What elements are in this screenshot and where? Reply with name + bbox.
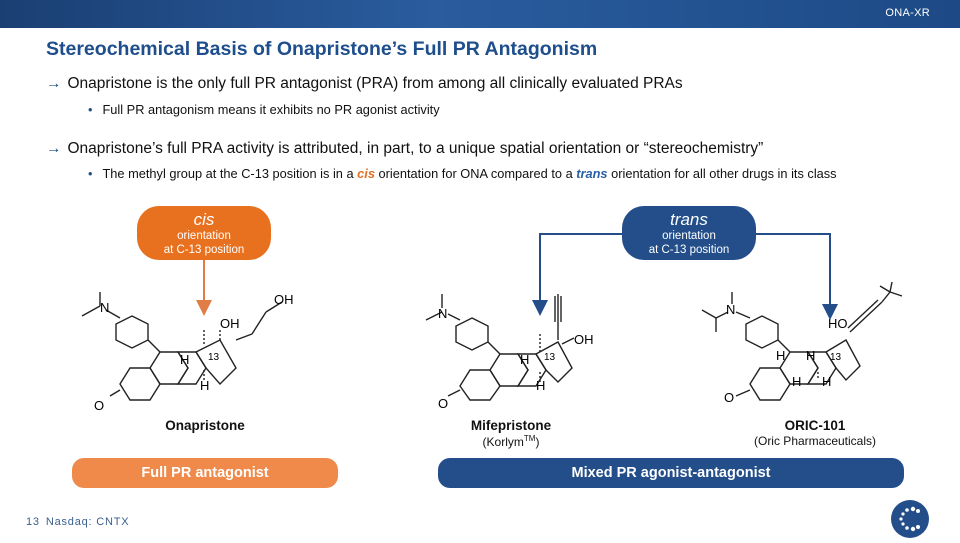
oric101-o: O	[724, 390, 735, 405]
mifepristone-c13: 13	[544, 352, 556, 363]
sub-bullet-2-pre: The methyl group at the C-13 position is in a	[102, 166, 358, 181]
oric101-h3: H	[792, 374, 802, 389]
sub-bullet-2-mid: orientation for ONA compared to a	[374, 166, 577, 181]
logo-dots	[891, 500, 929, 538]
mifepristone-brand-pre: (Korlym	[482, 435, 524, 449]
oric101-ho: HO	[828, 316, 848, 331]
ticker: Nasdaq: CNTX	[45, 516, 130, 528]
oric101-structure	[696, 282, 916, 414]
cis-callout-title: cis	[193, 210, 215, 229]
onapristone-c13: 13	[208, 352, 220, 363]
mixed-agonist-antagonist-pill: Mixed PR agonist-antagonist	[438, 458, 904, 488]
trans-callout-title: trans	[670, 210, 708, 229]
trans-word: trans	[576, 166, 608, 181]
bullet-2-text: Onapristone’s full PRA activity is attributed, in part, to a unique spatial orientation or “stereochemistry”	[67, 140, 764, 157]
cis-callout-line1: orientation	[177, 230, 231, 242]
oric101-n: N	[726, 302, 736, 317]
mifepristone-n: N	[438, 306, 448, 321]
mifepristone-structure	[412, 282, 612, 414]
section-tag: ONA-XR	[885, 7, 930, 19]
trans-callout-line1: orientation	[662, 230, 716, 242]
full-antagonist-pill: Full PR antagonist	[72, 458, 338, 488]
arrow-icon: →	[46, 75, 62, 92]
onapristone-o: O	[94, 398, 105, 413]
onapristone-h1: H	[180, 352, 190, 367]
oric101-name: ORIC-101	[784, 418, 846, 433]
slide-title: Stereochemical Basis of Onapristone’s Full PR Antagonism	[46, 38, 598, 60]
oric101-c13: 13	[830, 352, 842, 363]
mifepristone-name: Mifepristone	[470, 418, 552, 433]
cis-word: cis	[357, 166, 375, 181]
onapristone-oh-top: OH	[274, 292, 294, 307]
oric101-h4: H	[822, 374, 832, 389]
footer	[26, 516, 129, 528]
page-number: 13	[26, 516, 40, 528]
mifepristone-oh: OH	[574, 332, 594, 347]
oric101-company: (Oric Pharmaceuticals)	[753, 434, 877, 448]
oric101-h1: H	[776, 348, 786, 363]
onapristone-n: N	[100, 300, 110, 315]
onapristone-h2: H	[200, 378, 210, 393]
arrow-icon: →	[46, 140, 62, 157]
company-logo-icon	[891, 500, 929, 538]
onapristone-oh: OH	[220, 316, 240, 331]
trademark-superscript: TM	[523, 434, 536, 443]
mifepristone-h1: H	[520, 352, 530, 367]
sub-bullet-2-post: orientation for all other drugs in its class	[607, 166, 837, 181]
oric101-h2: H	[806, 348, 816, 363]
mifepristone-brand-post: )	[535, 435, 540, 449]
mifepristone-h2: H	[536, 378, 546, 393]
trans-callout-line2: at C-13 position	[648, 244, 730, 256]
sub-bullet-1-text: Full PR antagonism means it exhibits no PR agonist activity	[102, 102, 440, 117]
bullet-1-text: Onapristone is the only full PR antagonist (PRA) from among all clinically evaluated PRAs	[67, 75, 683, 92]
bullet-dot-icon: •	[88, 102, 93, 117]
onapristone-name: Onapristone	[165, 418, 245, 433]
cis-callout-line2: at C-13 position	[163, 244, 245, 256]
mifepristone-o: O	[438, 396, 449, 411]
onapristone-structure	[76, 282, 316, 414]
bullet-dot-icon: •	[88, 166, 93, 181]
mifepristone-brand	[436, 434, 586, 449]
